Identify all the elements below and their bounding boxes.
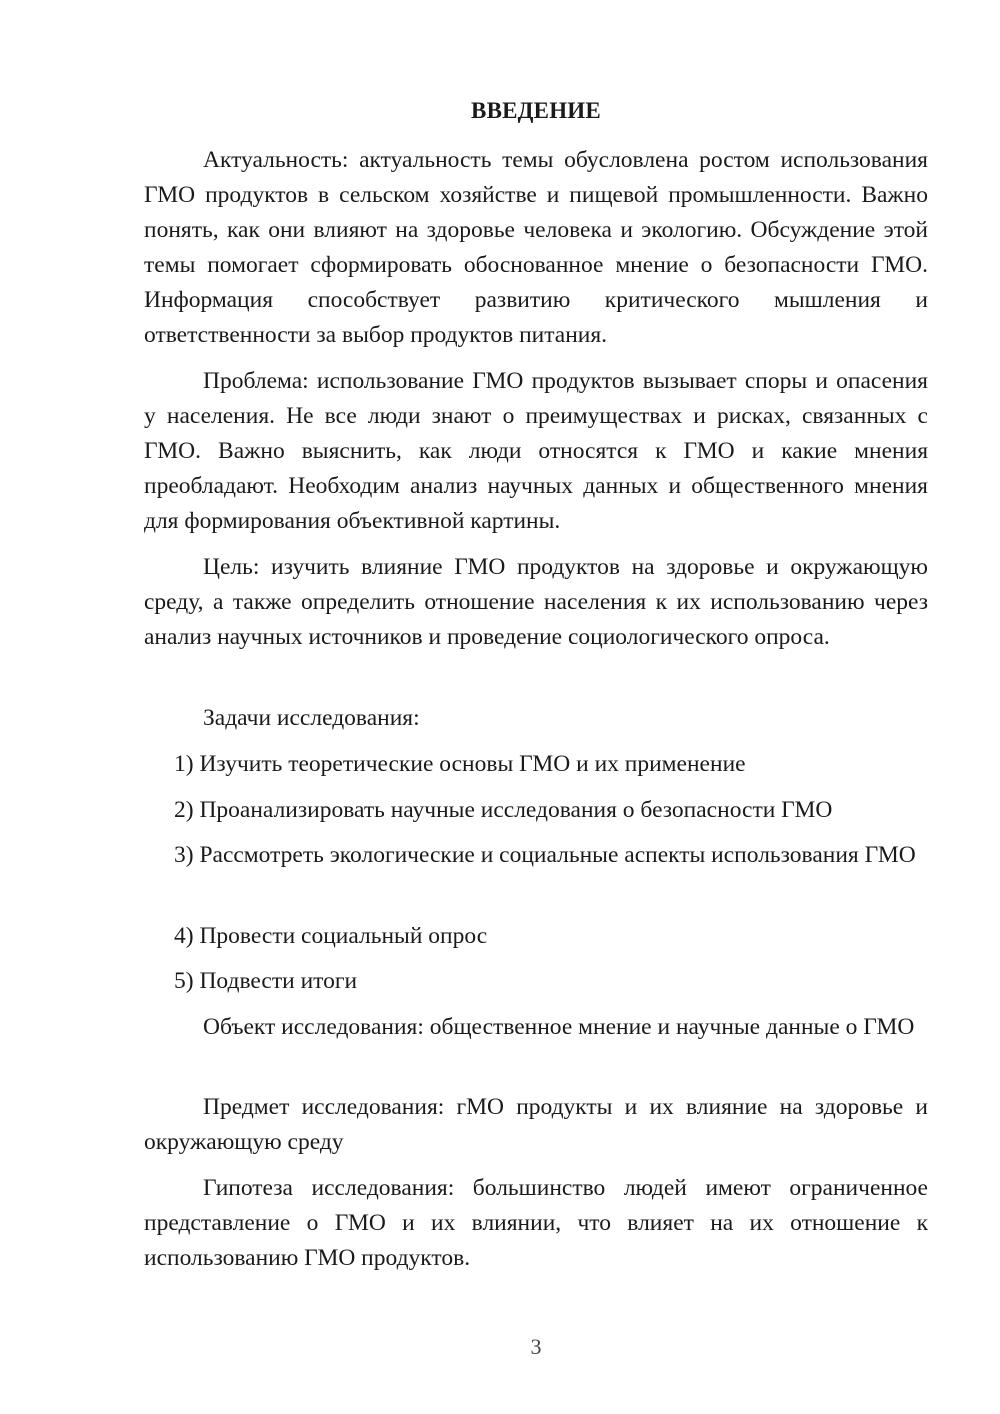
paragraph-goal: Цель: изучить влияние ГМО продуктов на здоровье и окружающую среду, а также определить отношение населения к их использованию через анализ научных источников и проведение социологического опроса. [144, 554, 928, 650]
page-number: 3 [530, 1334, 542, 1359]
task-item-5: 5) Подвести итоги [174, 968, 358, 994]
task-item-1: 1) Изучить теоретические основы ГМО и их применение [174, 751, 746, 777]
paragraph-subject: Предмет исследования: гМО продукты и их влияние на здоровье и окружающую среду [144, 1094, 928, 1155]
section-heading: ВВЕДЕНИЕ [471, 98, 601, 123]
paragraph-relevance: Актуальность: актуальность темы обусловлена ростом использования ГМО продуктов в сельском хозяйстве и пищевой промышленности. Важно понять, как они влияют на здоровье человека и экологию. Обсуждение этой темы помогает сформировать обоснованное мнение о безопасности ГМО. Информация способствует развитию критического мышления и ответственности за выбор продуктов питания. [144, 147, 928, 348]
task-item-3: 3) Рассмотреть экологические и социальные аспекты использования ГМО [174, 842, 916, 868]
paragraph-object: Объект исследования: общественное мнение и научные данные о ГМО [203, 1014, 915, 1040]
paragraph-hypothesis: Гипотеза исследования: большинство людей имеют ограниченное представление о ГМО и их влиянии, что влияет на их отношение к использованию ГМО продуктов. [144, 1175, 928, 1271]
tasks-title: Задачи исследования: [203, 705, 420, 731]
task-item-4: 4) Провести социальный опрос [174, 923, 488, 949]
task-item-2: 2) Проанализировать научные исследования о безопасности ГМО [174, 797, 833, 823]
paragraph-problem: Проблема: использование ГМО продуктов вызывает споры и опасения у населения. Не все люди знают о преимуществах и рисках, связанных с ГМО. Важно выяснить, как люди относятся к ГМО и какие мнения преобладают. Необходим анализ научных данных и общественного мнения для формирования объективной картины. [144, 368, 928, 534]
